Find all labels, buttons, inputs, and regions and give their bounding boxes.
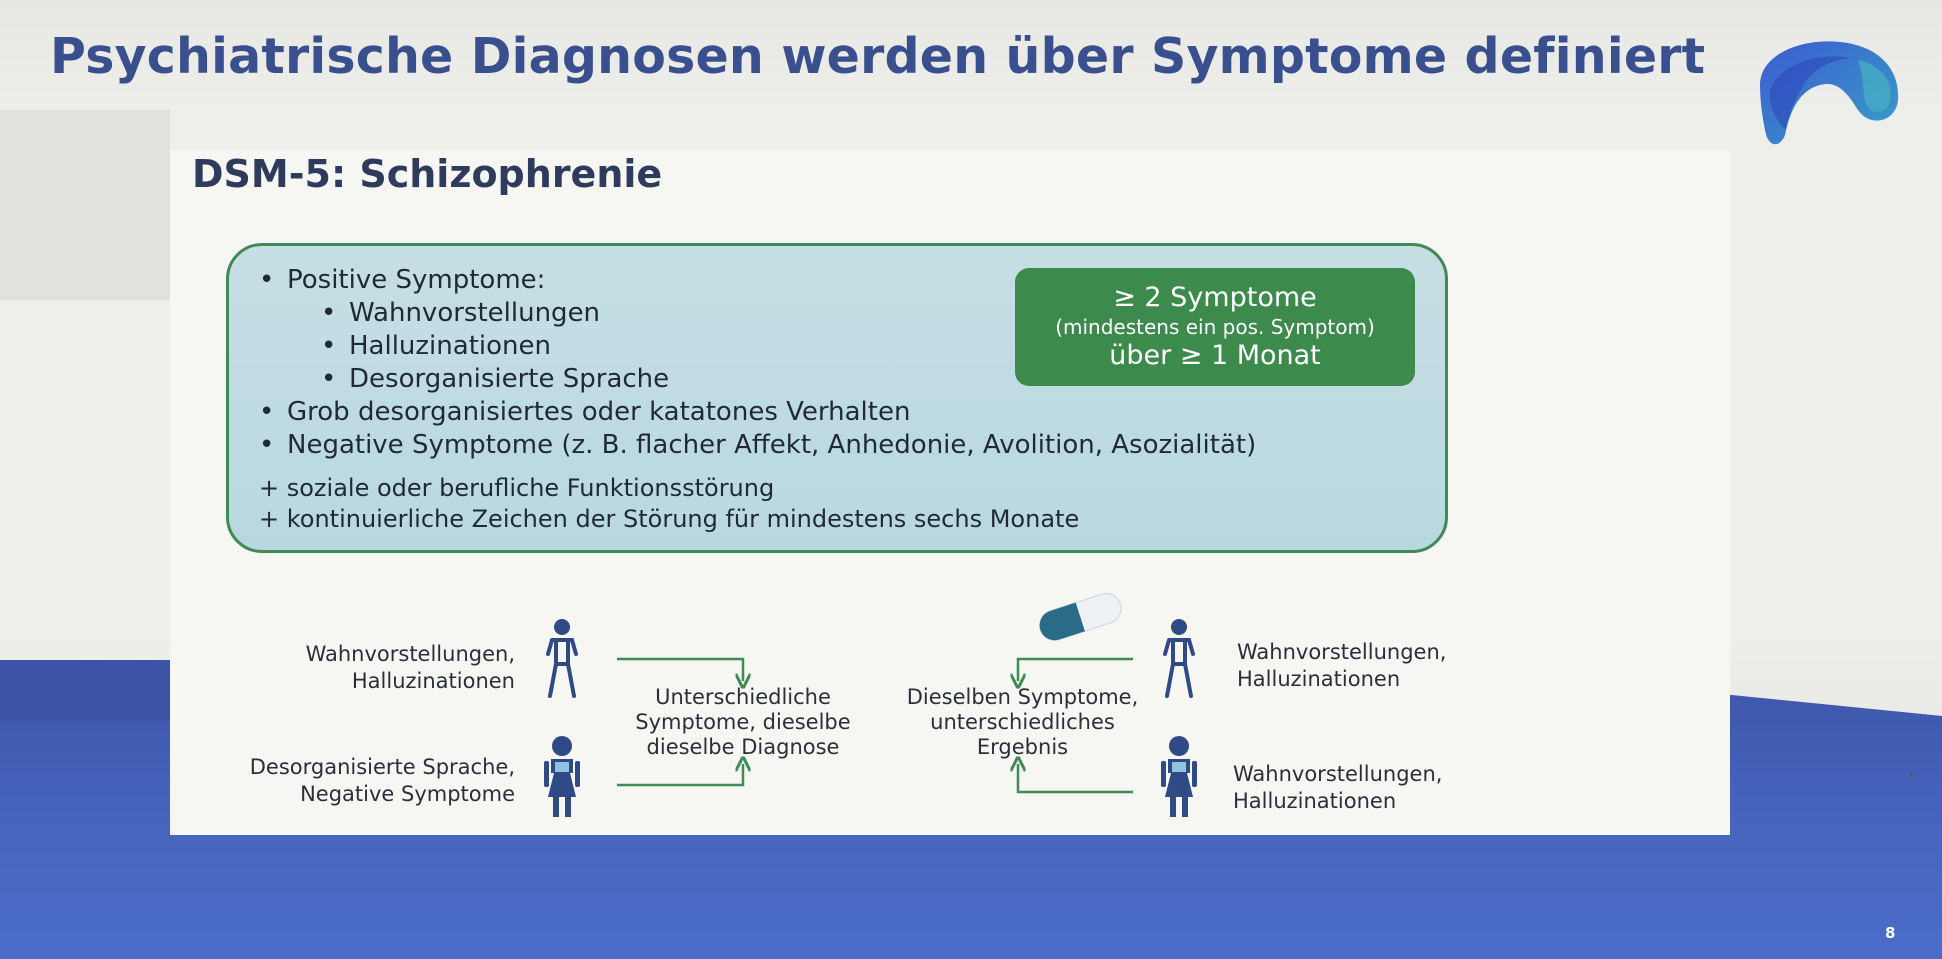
right-top-label: Wahnvorstellungen, Halluzinationen: [1237, 640, 1447, 691]
middle-right-label: Dieselben Symptome, unterschiedliches Ergebnis: [906, 685, 1139, 759]
bullet-icon: •: [321, 331, 337, 361]
list-item: • Positive Symptome:: [259, 265, 546, 295]
right-bottom-label: Wahnvorstellungen, Halluzinationen: [1233, 762, 1443, 813]
criteria-extra-2: + kontinuierliche Zeichen der Störung für mindestens sechs Monate: [259, 505, 1080, 533]
badge-line-3: über ≥ 1 Monat: [1109, 340, 1321, 371]
left-bottom-label: Desorganisierte Sprache, Negative Symptome: [249, 755, 515, 806]
bullet-icon: •: [259, 397, 275, 427]
bullet-icon: •: [259, 430, 275, 460]
list-item: • Grob desorganisiertes oder katatones Verhalten: [259, 397, 911, 427]
list-item: • Negative Symptome (z. B. flacher Affekt, Anhedonie, Avolition, Asozialität): [259, 430, 1257, 460]
bullet-icon: •: [321, 364, 337, 394]
list-item: • Wahnvorstellungen: [321, 298, 601, 328]
badge-line-2: (mindestens ein pos. Symptom): [1055, 315, 1375, 339]
middle-left-label: Unterschiedliche Symptome, dieselbe dieselbe Diagnose: [635, 685, 851, 759]
bullet-icon: •: [259, 265, 275, 295]
badge-line-1: ≥ 2 Symptome: [1113, 282, 1317, 313]
left-top-label: Wahnvorstellungen, Halluzinationen: [305, 642, 515, 693]
list-item: • Halluzinationen: [321, 331, 551, 361]
bullet-icon: •: [321, 298, 337, 328]
criteria-extra-1: + soziale oder berufliche Funktionsstörung: [259, 474, 775, 502]
page-number: 8: [1885, 924, 1896, 942]
list-item: • Desorganisierte Sprache: [321, 364, 670, 394]
slide-title: Psychiatrische Diagnosen werden über Symptome definiert: [50, 28, 1706, 85]
decorative-dot: [1910, 773, 1913, 776]
slide-subtitle: DSM-5: Schizophrenie: [192, 152, 663, 196]
